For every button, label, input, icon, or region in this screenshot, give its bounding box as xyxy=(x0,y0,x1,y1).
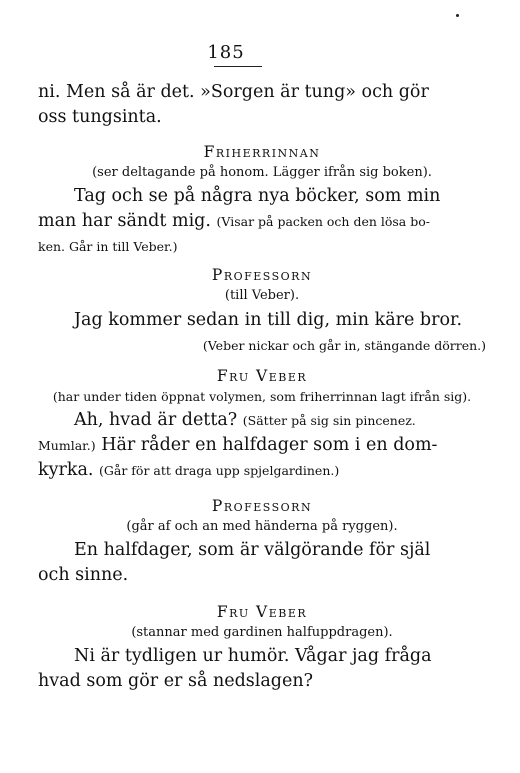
speech-line xyxy=(38,333,486,358)
speech-text: hvad som gör er så nedslagen? xyxy=(38,671,314,691)
inline-direction: (Visar på packen och den lösa bo- xyxy=(216,214,430,229)
speech-line xyxy=(38,184,486,209)
inline-direction: ken. Går in till Veber.) xyxy=(38,239,178,254)
page-number-rule xyxy=(214,66,262,67)
speaker-name: Professorn xyxy=(211,266,313,284)
speech-text: ni. Men så är det. »Sorgen är tung» och gör xyxy=(38,82,429,102)
speech-text: oss tungsinta. xyxy=(38,107,162,127)
speech-line xyxy=(38,563,486,588)
speech-text: Här råder en halfdager som i en dom- xyxy=(101,435,438,455)
speech-line xyxy=(38,408,486,433)
inline-direction: Mumlar.) xyxy=(38,438,96,453)
speech-text: En halfdager, som är välgörande för själ xyxy=(74,540,431,560)
speech-line xyxy=(38,209,486,234)
speech-line xyxy=(38,308,486,333)
speech-block xyxy=(38,80,486,130)
speech-line xyxy=(38,433,486,458)
speech-text: Ni är tydligen ur humör. Vågar jag fråga xyxy=(74,646,432,666)
speech-block xyxy=(38,184,486,259)
speech-text: kyrka. xyxy=(38,460,94,480)
speech-block xyxy=(38,408,486,483)
speech-block xyxy=(38,308,486,358)
speaker-name: Fru Veber xyxy=(216,367,308,385)
speech-block xyxy=(38,644,486,694)
inline-direction: (Går för att draga upp spjelgardinen.) xyxy=(99,463,340,478)
speech-line xyxy=(38,105,486,130)
ink-speck xyxy=(456,14,459,17)
page-number: 185 xyxy=(207,42,245,63)
inline-direction: (Sätter på sig sin pincenez. xyxy=(242,413,416,428)
speech-line xyxy=(38,234,486,259)
speech-text: Tag och se på några nya böcker, som min xyxy=(74,186,441,206)
speech-line xyxy=(38,644,486,669)
stage-direction: (ser deltagande på honom. Lägger ifrån sig boken). xyxy=(92,165,432,180)
speech-text: Jag kommer sedan in till dig, min käre bror. xyxy=(74,310,463,330)
stage-direction: (går af och an med händerna på ryggen). xyxy=(126,519,398,534)
speech-line xyxy=(38,669,486,694)
speech-line xyxy=(38,538,486,563)
speech-line xyxy=(38,458,486,483)
speaker-name: Fru Veber xyxy=(216,603,308,621)
speech-text: Ah, hvad är detta? xyxy=(74,410,238,430)
speech-text: och sinne. xyxy=(38,565,129,585)
inline-direction: (Veber nickar och går in, stängande dörren.) xyxy=(202,338,486,353)
stage-direction: (till Veber). xyxy=(224,288,300,303)
stage-direction: (stannar med gardinen halfuppdragen). xyxy=(131,625,393,640)
speech-text: man har sändt mig. xyxy=(38,211,211,231)
speaker-name: Professorn xyxy=(211,497,313,515)
stage-direction: (har under tiden öppnat volymen, som friherrinnan lagt ifrån sig). xyxy=(52,389,472,404)
speaker-name: Friherrinnan xyxy=(203,143,321,161)
speech-line xyxy=(38,80,486,105)
speech-block xyxy=(38,538,486,588)
